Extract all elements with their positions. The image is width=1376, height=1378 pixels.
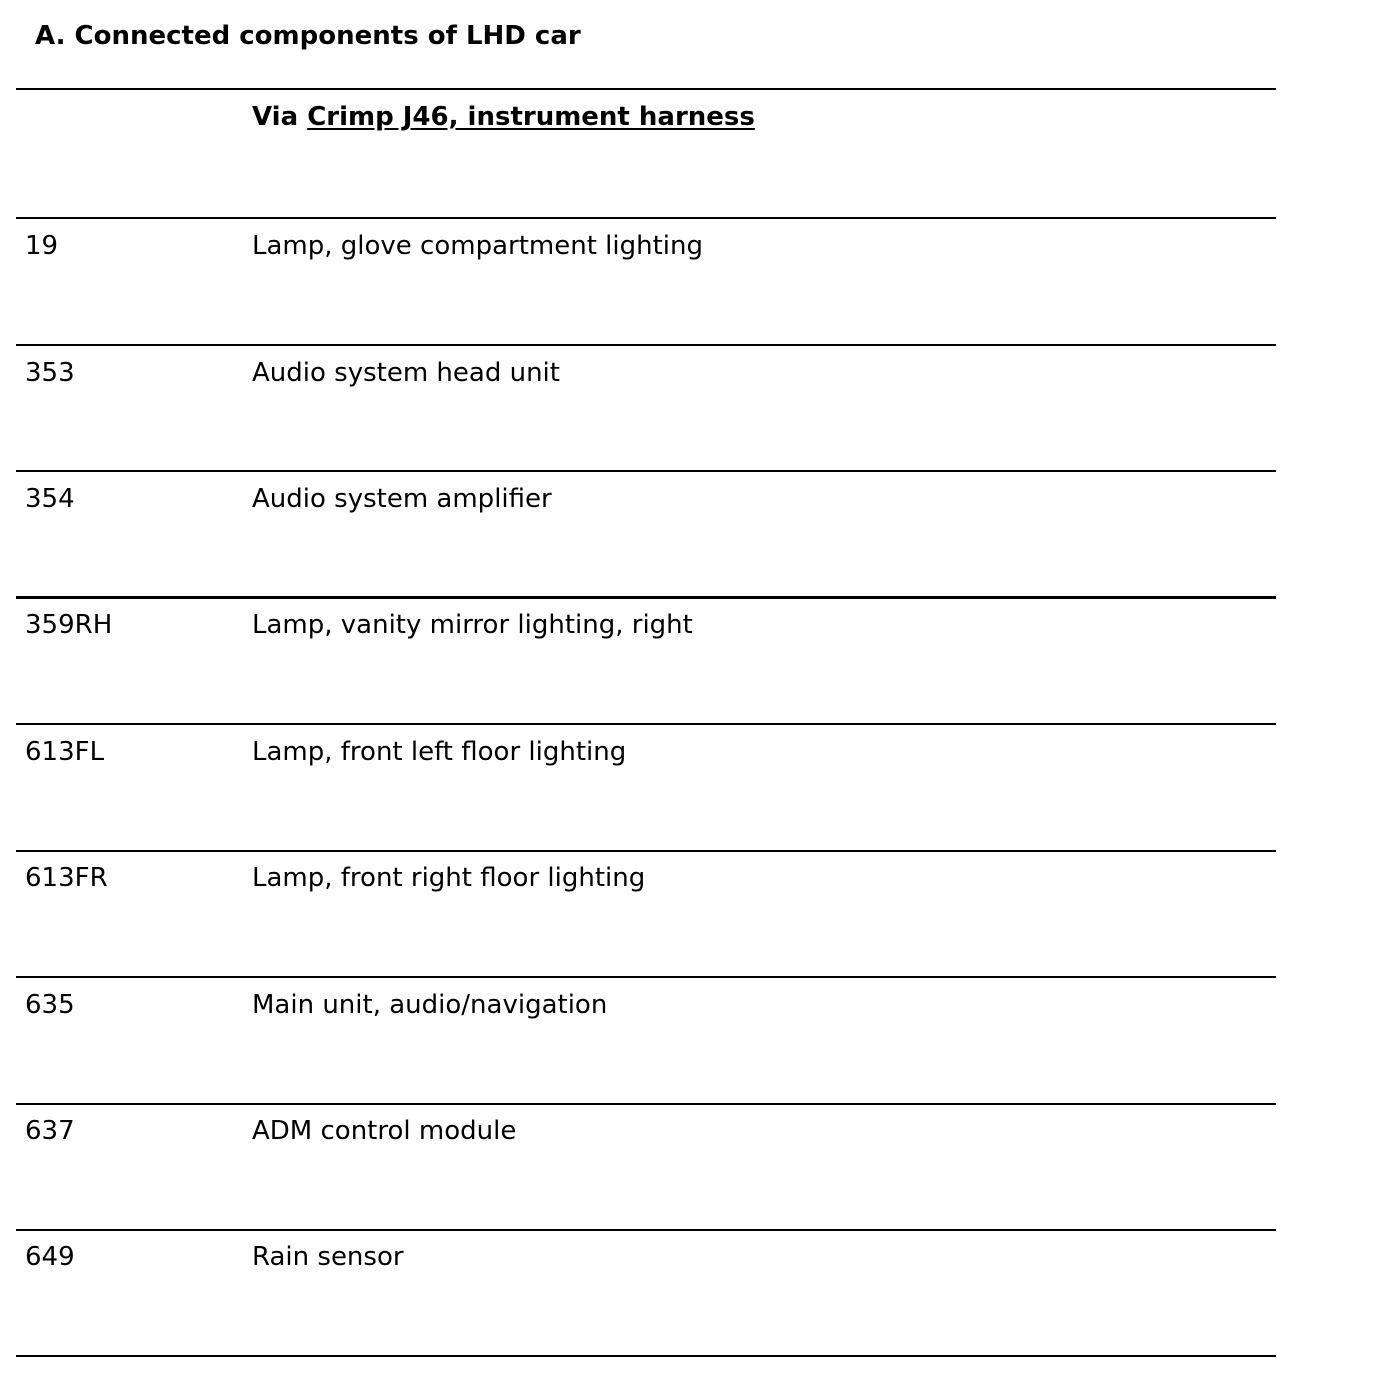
row-description: Lamp, front right floor lighting [252,863,646,893]
row-divider [16,596,1276,599]
document-title: A. Connected components of LHD car [35,21,581,51]
row-code: 354 [25,484,75,514]
row-divider [16,976,1276,978]
row-description: Rain sensor [252,1242,404,1272]
harness-link[interactable]: Crimp J46, instrument harness [307,102,755,132]
row-divider [16,850,1276,852]
row-description: ADM control module [252,1116,517,1146]
header-prefix: Via [252,102,299,132]
row-code: 649 [25,1242,75,1272]
row-description: Lamp, glove compartment lighting [252,231,704,261]
row-code: 19 [25,231,59,261]
row-divider [16,1229,1276,1231]
table-top-rule [16,88,1276,90]
row-divider [16,217,1276,219]
row-divider [16,344,1276,346]
row-code: 635 [25,990,75,1020]
row-description: Lamp, front left floor lighting [252,737,627,767]
row-code: 637 [25,1116,75,1146]
row-divider [16,1103,1276,1105]
row-divider [16,723,1276,725]
row-description: Audio system head unit [252,358,560,388]
row-description: Main unit, audio/navigation [252,990,608,1020]
row-code: 613FL [25,737,105,767]
row-description: Audio system amplifier [252,484,552,514]
row-code: 359RH [25,610,113,640]
row-code: 613FR [25,863,108,893]
row-divider [16,470,1276,472]
row-code: 353 [25,358,75,388]
row-description: Lamp, vanity mirror lighting, right [252,610,693,640]
table-bottom-rule [16,1355,1276,1357]
table-header [252,101,755,133]
